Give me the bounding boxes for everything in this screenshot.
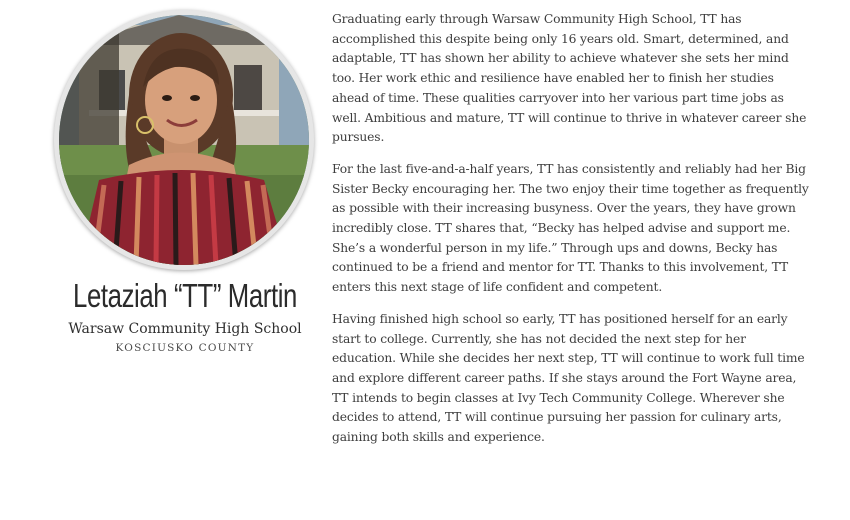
bio-paragraph: Having finished high school so early, TT has positioned herself for an early start to college. Currently, she has not decided the next step for her education. While she decides her next step, TT will continue to work full time and explore different career paths. If she stays around the Fort Wayne area, TT intends to begin classes at Ivy Tech Community College. Wherever she decides to attend, TT will continue pursuing her passion for culinary arts, gaining both skills and experience. (332, 311, 805, 445)
bio-paragraph: Graduating early through Warsaw Community High School, TT has accomplished this despite being only 16 years old. Smart, determined, and adaptable, TT has shown her ability to achieve whatever she sets her mind too. Her work ethic and resilience have enabled her to finish her studies ahead of time. These qualities carryover into her various part time jobs as well. Ambitious and mature, TT will continue to thrive in whatever career she pursues. (332, 12, 807, 145)
biography (332, 10, 810, 460)
profile-card (40, 8, 330, 358)
portrait-frame (54, 10, 314, 270)
portrait-photo (59, 15, 309, 265)
bio-paragraph: For the last five-and-a-half years, TT has consistently and reliably had her Big Sister Becky encouraging her. The two enjoy their time together as frequently as possible with their increasing busyness. Over the years, they have grown incredibly close. TT shares that, “Becky has helped advise and support me. She’s a wonderful person in my life.” Through ups and downs, Becky has continued to be a friend and mentor for TT. Thanks to this involvement, TT enters this next stage of life confident and competent. (332, 161, 809, 295)
school-name: Warsaw Community High School (68, 321, 302, 337)
student-name: Letaziah “TT” Martin (73, 277, 297, 314)
county-name: KOSCIUSKO COUNTY (115, 342, 255, 354)
